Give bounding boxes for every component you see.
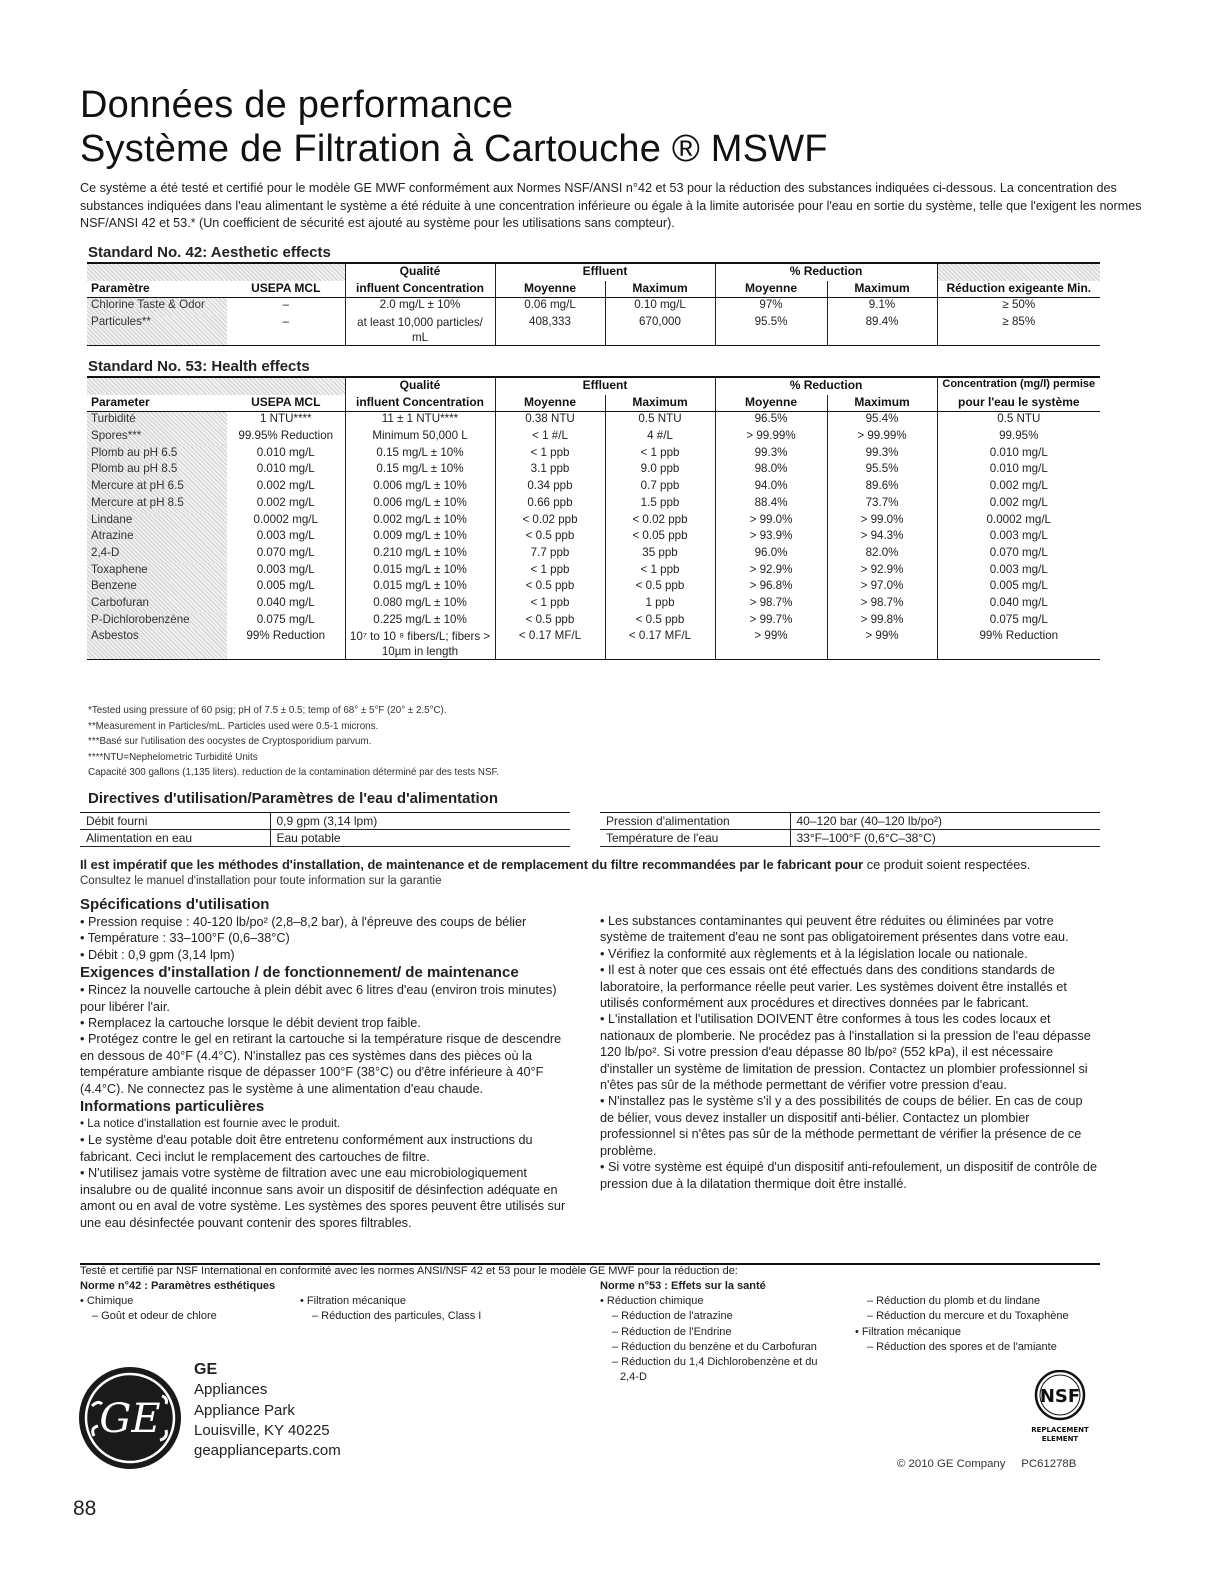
imperative-normal: ce produit soient respectées. bbox=[863, 857, 1031, 872]
table-cell: 670,000 bbox=[605, 315, 715, 346]
std53-effluent-header: Effluent bbox=[495, 377, 715, 395]
info-heading: Informations particulières bbox=[80, 1098, 265, 1116]
info-list bbox=[80, 1116, 570, 1231]
std42-maximum1-header: Maximum bbox=[605, 281, 715, 298]
table-row bbox=[87, 496, 1100, 513]
page-title: Données de performance bbox=[80, 84, 514, 126]
install-list bbox=[80, 982, 570, 1097]
footnote: ***Basé sur l'utilisation des oocystes de Cryptosporidium parvum. bbox=[88, 736, 372, 747]
footnote: **Measurement in Particles/mL. Particles used were 0.5-1 microns. bbox=[88, 720, 379, 732]
table-cell: < 1 #/L bbox=[495, 429, 605, 446]
parameter-cell: P-Dichlorobenzène bbox=[87, 613, 227, 630]
table-cell: 94.0% bbox=[715, 479, 827, 496]
std53-moyenne1-header: Moyenne bbox=[495, 395, 605, 412]
std42-influent-header: influent Concentration bbox=[345, 281, 495, 298]
table-cell: 1 ppb bbox=[605, 596, 715, 613]
std42-maximum2-header: Maximum bbox=[827, 281, 937, 298]
std53-heading: Standard No. 53: Health effects bbox=[88, 358, 310, 375]
table-cell: < 0.05 ppb bbox=[605, 529, 715, 546]
footnote: ****NTU=Nephelometric Turbidité Units bbox=[88, 751, 258, 763]
table-cell: 0.002 mg/L bbox=[256, 495, 315, 509]
norm42-col1 bbox=[80, 1294, 290, 1325]
norm-item: – Réduction du mercure et du Toxaphène bbox=[867, 1310, 1069, 1323]
norm-item: – Réduction du benzène et du Carbofuran bbox=[612, 1340, 817, 1353]
imperative-bold: Il est impératif que les méthodes d'installation, de maintenance et de remplacement du filtre recommandées par le fabricant pour bbox=[80, 857, 864, 872]
norm53-col1 bbox=[600, 1294, 850, 1386]
table-cell: 99.95% Reduction bbox=[238, 429, 334, 443]
table-cell: 0.006 mg/L ± 10% bbox=[345, 496, 495, 513]
directive-label: Alimentation en eau bbox=[80, 830, 270, 847]
table-cell: 0.040 mg/L bbox=[256, 595, 315, 609]
std53-maximum2-header: Maximum bbox=[827, 395, 937, 412]
table-cell: > 99.99% bbox=[827, 429, 937, 446]
directive-value: 33°F–100°F (0,6°C–38°C) bbox=[790, 830, 1100, 847]
table-cell: > 97.0% bbox=[827, 579, 937, 596]
table-cell: < 1 ppb bbox=[495, 446, 605, 463]
left-column bbox=[80, 895, 570, 1231]
directive-label: Débit fourni bbox=[80, 813, 270, 830]
table-row bbox=[87, 315, 1100, 346]
list-item: • Débit : 0,9 gpm (3,14 lpm) bbox=[80, 947, 570, 963]
std53-param-header: Parameter bbox=[87, 395, 227, 412]
table-cell: Minimum 50,000 L bbox=[345, 429, 495, 446]
std53-influent-header: influent Concentration bbox=[345, 395, 495, 412]
company-address bbox=[194, 1360, 341, 1461]
address-line: Louisville, KY 40225 bbox=[194, 1421, 330, 1439]
table-cell: > 98.7% bbox=[827, 596, 937, 613]
table-row bbox=[87, 298, 1100, 315]
norm42-col2 bbox=[300, 1294, 560, 1325]
nsf-logo-icon bbox=[1027, 1370, 1093, 1450]
std53-qualite-header: Qualité bbox=[345, 377, 495, 395]
table-cell: 0.66 ppb bbox=[495, 496, 605, 513]
table-cell: – bbox=[227, 315, 345, 346]
norm42-heading: Norme n°42 : Paramètres esthétiques bbox=[80, 1280, 276, 1292]
table-cell: 2.0 mg/L ± 10% bbox=[345, 298, 495, 315]
directive-value: Eau potable bbox=[270, 830, 570, 847]
table-cell: 98.0% bbox=[715, 462, 827, 479]
norm-item: • Filtration mécanique bbox=[300, 1295, 406, 1307]
nsf-sub-text: REPLACEMENT bbox=[1031, 1426, 1089, 1434]
right-column bbox=[600, 913, 1100, 1192]
norm42-block bbox=[80, 1279, 275, 1294]
table-cell: 0.005 mg/L bbox=[937, 579, 1100, 596]
install-heading: Exigences d'installation / de fonctionnement/ de maintenance bbox=[80, 964, 519, 982]
norm-item: – Réduction de l'atrazine bbox=[612, 1310, 733, 1323]
table-cell: 0.210 mg/L ± 10% bbox=[345, 546, 495, 563]
table-cell: 4 #/L bbox=[605, 429, 715, 446]
std42-reduction-header: % Reduction bbox=[715, 263, 937, 281]
table-cell: 0.10 mg/L bbox=[605, 298, 715, 315]
table-cell: 82.0% bbox=[827, 546, 937, 563]
warranty-note: Consultez le manuel d'installation pour toute information sur la garantie bbox=[80, 875, 442, 887]
parameter-cell: Particules** bbox=[87, 315, 227, 346]
table-cell: 89.6% bbox=[827, 479, 937, 496]
list-item: • Les substances contaminantes qui peuvent être réduites ou éliminées par votre système de traitement d'eau ne sont pas obligatoirement présentes dans votre eau. bbox=[600, 913, 1100, 946]
table-cell: 0.38 NTU bbox=[495, 412, 605, 429]
ge-logo-text: GE bbox=[99, 1396, 161, 1442]
table-row bbox=[87, 412, 1100, 429]
ge-logo-icon bbox=[78, 1366, 182, 1470]
table-cell: > 99% bbox=[715, 629, 827, 660]
list-item: • Il est à noter que ces essais ont été effectués dans des conditions standards de laboratoire, la performance réelle peut varier. Les systèmes doivent être installés et utilisés conformément aux procédures et directives données par le fabricant. bbox=[600, 962, 1100, 1011]
std53-conc-header: Concentration (mg/l) permise bbox=[937, 377, 1100, 395]
list-item: • Pression requise : 40-120 lb/po² (2,8–8,2 bar), à l'épreuve des coups de bélier bbox=[80, 914, 570, 930]
table-cell: > 98.7% bbox=[715, 596, 827, 613]
table-cell: 95.5% bbox=[827, 462, 937, 479]
table-cell: 0.003 mg/L bbox=[256, 529, 315, 543]
norm53-col2 bbox=[855, 1294, 1100, 1355]
table-row bbox=[87, 529, 1100, 546]
table-cell: 0.002 mg/L bbox=[937, 496, 1100, 513]
table-cell: 0.005 mg/L bbox=[256, 579, 315, 593]
table-cell: 0.5 NTU bbox=[937, 412, 1100, 429]
table-cell: 0.015 mg/L ± 10% bbox=[345, 563, 495, 580]
list-item: • Vérifiez la conformité aux règlements et à la législation locale ou nationale. bbox=[600, 946, 1100, 962]
std53-mcl-header: USEPA MCL bbox=[227, 395, 345, 412]
parameter-cell: Plomb au pH 8.5 bbox=[87, 462, 227, 479]
imperative-statement bbox=[80, 857, 1030, 872]
address-line: Appliance Park bbox=[194, 1401, 295, 1419]
table-cell: 10⁷ to 10 ⁸ fibers/L; fibers > 10µm in length bbox=[345, 629, 495, 660]
table-cell: at least 10,000 particles/ mL bbox=[345, 315, 495, 346]
table-cell: < 0.5 ppb bbox=[605, 579, 715, 596]
table-cell: 73.7% bbox=[827, 496, 937, 513]
table-row bbox=[87, 429, 1100, 446]
table-cell: 0.002 mg/L bbox=[256, 479, 315, 493]
std42-min-header: Réduction exigeante Min. bbox=[937, 281, 1100, 298]
parameter-cell: Chlorine Taste & Odor bbox=[87, 298, 227, 315]
table-cell: 3.1 ppb bbox=[495, 462, 605, 479]
parameter-cell: Turbidité bbox=[87, 412, 227, 429]
table-row bbox=[87, 462, 1100, 479]
table-cell: < 0.02 ppb bbox=[495, 513, 605, 530]
footnote: *Tested using pressure of 60 psig; pH of 7.5 ± 0.5; temp of 68° ± 5°F (20° ± 2.5°C). bbox=[88, 705, 447, 716]
table-row bbox=[87, 629, 1100, 660]
table-cell: 0.003 mg/L bbox=[937, 529, 1100, 546]
table-cell: 0.010 mg/L bbox=[256, 462, 315, 476]
table-cell: < 0.17 MF/L bbox=[495, 629, 605, 660]
norm-item: • Réduction chimique bbox=[600, 1295, 704, 1307]
table-cell: 0.15 mg/L ± 10% bbox=[345, 446, 495, 463]
directive-label: Pression d'alimentation bbox=[600, 813, 790, 830]
list-item: • N'utilisez jamais votre système de filtration avec une eau microbiologiquement insalubre ou de qualité inconnue sans avoir un dispositif de désinfection adéquate en amont ou en aval de votre système. Les systèmes des spores peuvent être utilisés sur une eau désinfectée pouvant contenir des spores filtrables. bbox=[80, 1165, 570, 1231]
table-cell: 0.0002 mg/L bbox=[937, 513, 1100, 530]
page-number: 88 bbox=[73, 1497, 97, 1520]
list-item: • L'installation et l'utilisation DOIVENT être conformes à tous les codes locaux et nationaux de plomberie. Ne procédez pas à l'installation si la pression de l'eau dépasse 120 lb/po². Si votre pression d'eau dépasse 80 lb/po² (552 kPa), il est nécessaire d'installer un système de limitation de pression. Contactez un plombier professionnel si n'êtes pas sûr de la méthode permettant de vérifier votre pression d'eau. bbox=[600, 1011, 1100, 1093]
std53-permise-header: pour l'eau le système bbox=[937, 395, 1100, 412]
table-cell: 0.075 mg/L bbox=[937, 613, 1100, 630]
list-item: • Rincez la nouvelle cartouche à plein débit avec 6 litres d'eau (environ trois minutes) pour libérer l'air. bbox=[80, 982, 570, 1015]
list-item: • Température : 33–100°F (0,6–38°C) bbox=[80, 930, 570, 946]
table-cell: 0.040 mg/L bbox=[937, 596, 1100, 613]
std53-maximum1-header: Maximum bbox=[605, 395, 715, 412]
table-cell: 97% bbox=[715, 298, 827, 315]
std53-reduction-header: % Reduction bbox=[715, 377, 937, 395]
norm53-heading: Norme n°53 : Effets sur la santé bbox=[600, 1280, 766, 1292]
nsf-sub-text: ELEMENT bbox=[1041, 1435, 1079, 1443]
parameter-cell: Benzene bbox=[87, 579, 227, 596]
table-cell: 7.7 ppb bbox=[495, 546, 605, 563]
table-cell: 0.080 mg/L ± 10% bbox=[345, 596, 495, 613]
directive-value: 40–120 bar (40–120 lb/po²) bbox=[790, 813, 1100, 830]
list-item: • Remplacez la cartouche lorsque le débit devient trop faible. bbox=[80, 1015, 570, 1031]
directives-left-table bbox=[80, 812, 570, 847]
table-cell: 11 ± 1 NTU**** bbox=[345, 412, 495, 429]
list-item: • N'installez pas le système s'il y a des possibilités de coups de bélier. En cas de coup de bélier, vous devez installer un dispositif anti-bélier. Contactez un plombier professionnel si n'êtes pas sûr de la méthode permettant de vérifier la présence de ce problème. bbox=[600, 1093, 1100, 1159]
table-cell: 0.34 ppb bbox=[495, 479, 605, 496]
table-cell: 0.010 mg/L bbox=[937, 446, 1100, 463]
table-cell: 95.4% bbox=[827, 412, 937, 429]
table-cell: 0.0002 mg/L bbox=[253, 512, 318, 526]
directives-right-table bbox=[600, 812, 1100, 847]
table-cell: > 99.0% bbox=[715, 513, 827, 530]
table-row bbox=[87, 479, 1100, 496]
table-cell: 0.010 mg/L bbox=[256, 445, 315, 459]
std42-table bbox=[87, 262, 1100, 346]
table-cell: 96.5% bbox=[715, 412, 827, 429]
table-cell: 1.5 ppb bbox=[605, 496, 715, 513]
parameter-cell: 2,4-D bbox=[87, 546, 227, 563]
parameter-cell: Mercure at pH 8.5 bbox=[87, 496, 227, 513]
spec-heading: Spécifications d'utilisation bbox=[80, 896, 270, 913]
certified-line: Testé et certifié par NSF International en conformité avec les normes ANSI/NSF 42 et 53 pour le modèle GE MWF pour la réduction de: bbox=[80, 1265, 738, 1277]
table-row bbox=[87, 579, 1100, 596]
table-cell: 0.06 mg/L bbox=[495, 298, 605, 315]
norm-item: • Filtration mécanique bbox=[855, 1325, 961, 1338]
table-cell: 0.7 ppb bbox=[605, 479, 715, 496]
table-cell: 0.002 mg/L bbox=[937, 479, 1100, 496]
table-cell: > 92.9% bbox=[827, 563, 937, 580]
norm-item: • Chimique bbox=[80, 1295, 134, 1307]
table-cell: < 0.02 ppb bbox=[605, 513, 715, 530]
parameter-cell: Mercure at pH 6.5 bbox=[87, 479, 227, 496]
table-cell: 99.95% bbox=[937, 429, 1100, 446]
intro-paragraph: Ce système a été testé et certifié pour le modèle GE MWF conformément aux Normes NSF/ANSI n°42 et 53 pour la réduction des substances indiquées ci-dessous. La concentration des substances indiquées dans l'eau alimentant le système a été réduite à une concentration inférieure ou égale à la limite autorisée pour l'eau en sortie du système, telle que l'exigent les normes NSF/ANSI 42 et 53.* (Un coefficient de sécurité est ajouté au système pour les utilisations sans compteur). bbox=[80, 181, 1142, 230]
parameter-cell: Atrazine bbox=[87, 529, 227, 546]
directives-heading: Directives d'utilisation/Paramètres de l'eau d'alimentation bbox=[88, 790, 498, 807]
table-cell: 35 ppb bbox=[605, 546, 715, 563]
table-cell: 0.225 mg/L ± 10% bbox=[345, 613, 495, 630]
table-cell: 9.1% bbox=[827, 298, 937, 315]
std42-qualite-header: Qualité bbox=[345, 263, 495, 281]
std42-heading: Standard No. 42: Aesthetic effects bbox=[88, 244, 331, 261]
norm-item: – Réduction de l'Endrine bbox=[612, 1325, 732, 1338]
page-subtitle: Système de Filtration à Cartouche ® MSWF bbox=[80, 128, 828, 170]
table-cell: 9.0 ppb bbox=[605, 462, 715, 479]
norm-item: – Réduction des particules, Class I bbox=[312, 1310, 482, 1323]
norm53-block bbox=[600, 1279, 766, 1294]
table-row bbox=[87, 513, 1100, 530]
website-link[interactable]: geapplianceparts.com bbox=[194, 1442, 341, 1460]
table-cell: < 1 ppb bbox=[495, 596, 605, 613]
table-cell: 0.003 mg/L bbox=[937, 563, 1100, 580]
table-cell: < 0.17 MF/L bbox=[605, 629, 715, 660]
address-line: Appliances bbox=[194, 1381, 268, 1399]
table-cell: < 0.5 ppb bbox=[495, 529, 605, 546]
std42-effluent-header: Effluent bbox=[495, 263, 715, 281]
std42-param-header: Paramètre bbox=[87, 281, 227, 298]
std42-mcl-header: USEPA MCL bbox=[227, 281, 345, 298]
parameter-cell: Asbestos bbox=[87, 629, 227, 660]
norm-item: 2,4-D bbox=[620, 1371, 647, 1384]
table-cell: 0.003 mg/L bbox=[256, 562, 315, 576]
table-cell: > 99% bbox=[827, 629, 937, 660]
right-list bbox=[600, 913, 1100, 1192]
table-cell: > 93.9% bbox=[715, 529, 827, 546]
directive-value: 0,9 gpm (3,14 lpm) bbox=[270, 813, 570, 830]
table-cell: > 99.7% bbox=[715, 613, 827, 630]
table-cell: 1 NTU**** bbox=[259, 412, 312, 426]
std42-moyenne2-header: Moyenne bbox=[715, 281, 827, 298]
std53-table bbox=[87, 376, 1100, 660]
table-cell: < 0.5 ppb bbox=[495, 579, 605, 596]
table-cell: ≥ 50% bbox=[937, 298, 1100, 315]
parameter-cell: Toxaphene bbox=[87, 563, 227, 580]
table-cell: 99.3% bbox=[827, 446, 937, 463]
table-cell: 0.006 mg/L ± 10% bbox=[345, 479, 495, 496]
table-cell: 0.15 mg/L ± 10% bbox=[345, 462, 495, 479]
table-cell: > 92.9% bbox=[715, 563, 827, 580]
brand-name: GE bbox=[194, 1361, 218, 1378]
table-cell: 99% Reduction bbox=[937, 629, 1100, 660]
norm-item: – Réduction des spores et de l'amiante bbox=[867, 1340, 1057, 1353]
table-cell: 0.5 NTU bbox=[605, 412, 715, 429]
parameter-cell: Spores*** bbox=[87, 429, 227, 446]
list-item: • Si votre système est équipé d'un dispositif anti-refoulement, un dispositif de contrôle de pression due à la dilatation thermique doit être installé. bbox=[600, 1159, 1100, 1192]
list-item: • Le système d'eau potable doit être entretenu conformément aux instructions du fabricant. Ceci inclut le remplacement des cartouches de filtre. bbox=[80, 1132, 570, 1165]
table-cell: 88.4% bbox=[715, 496, 827, 513]
table-cell: 95.5% bbox=[715, 315, 827, 346]
footnotes bbox=[88, 703, 499, 781]
table-cell: 0.002 mg/L ± 10% bbox=[345, 513, 495, 530]
list-item: • La notice d'installation est fournie avec le produit. bbox=[80, 1116, 570, 1132]
table-cell: > 94.3% bbox=[827, 529, 937, 546]
nsf-logo-text: NSF bbox=[1039, 1386, 1081, 1407]
table-cell: – bbox=[282, 298, 289, 312]
table-cell: > 99.8% bbox=[827, 613, 937, 630]
std42-moyenne1-header: Moyenne bbox=[495, 281, 605, 298]
table-cell: 99% Reduction bbox=[227, 629, 345, 660]
table-row bbox=[87, 446, 1100, 463]
table-row bbox=[87, 596, 1100, 613]
directive-label: Température de l'eau bbox=[600, 830, 790, 847]
table-row bbox=[87, 563, 1100, 580]
table-cell: < 1 ppb bbox=[605, 446, 715, 463]
table-cell: 0.010 mg/L bbox=[937, 462, 1100, 479]
table-cell: 0.070 mg/L bbox=[256, 545, 315, 559]
table-cell: < 1 ppb bbox=[495, 563, 605, 580]
table-cell: 0.070 mg/L bbox=[937, 546, 1100, 563]
table-row bbox=[87, 546, 1100, 563]
table-row bbox=[87, 613, 1100, 630]
std53-moyenne2-header: Moyenne bbox=[715, 395, 827, 412]
table-cell: 408,333 bbox=[495, 315, 605, 346]
norm-item: – Réduction du plomb et du lindane bbox=[867, 1295, 1041, 1307]
list-item: • Protégez contre le gel en retirant la cartouche si la température risque de descendre en dessous de 40°F (4.4°C). N'installez pas ces systèmes dans des pièces où la température ambiante risque de dépasser 100°F (38°C) ou d'être inférieure à 40°F (4.4°C). Ne connectez pas le système à une alimentation d'eau chaude. bbox=[80, 1031, 570, 1097]
table-cell: < 0.5 ppb bbox=[605, 613, 715, 630]
table-cell: 0.075 mg/L bbox=[256, 612, 315, 626]
table-cell: < 0.5 ppb bbox=[495, 613, 605, 630]
table-cell: > 99.99% bbox=[715, 429, 827, 446]
parameter-cell: Carbofuran bbox=[87, 596, 227, 613]
table-cell: 89.4% bbox=[827, 315, 937, 346]
table-cell: 0.009 mg/L ± 10% bbox=[345, 529, 495, 546]
table-cell: > 96.8% bbox=[715, 579, 827, 596]
parameter-cell: Plomb au pH 6.5 bbox=[87, 446, 227, 463]
footnote: Capacité 300 gallons (1,135 liters). reduction de la contamination déterminé par des tests NSF. bbox=[88, 767, 500, 778]
norm-item: – Goût et odeur de chlore bbox=[92, 1310, 217, 1323]
table-cell: 99.3% bbox=[715, 446, 827, 463]
table-cell: ≥ 85% bbox=[937, 315, 1100, 346]
spec-list bbox=[80, 914, 570, 963]
table-cell: 0.015 mg/L ± 10% bbox=[345, 579, 495, 596]
norm-item: – Réduction du 1,4 Dichlorobenzène et du bbox=[612, 1356, 818, 1369]
copyright-text: © 2010 GE Company PC61278B bbox=[897, 1458, 1077, 1470]
parameter-cell: Lindane bbox=[87, 513, 227, 530]
table-cell: < 1 ppb bbox=[605, 563, 715, 580]
table-cell: 96.0% bbox=[715, 546, 827, 563]
table-cell: > 99.0% bbox=[827, 513, 937, 530]
